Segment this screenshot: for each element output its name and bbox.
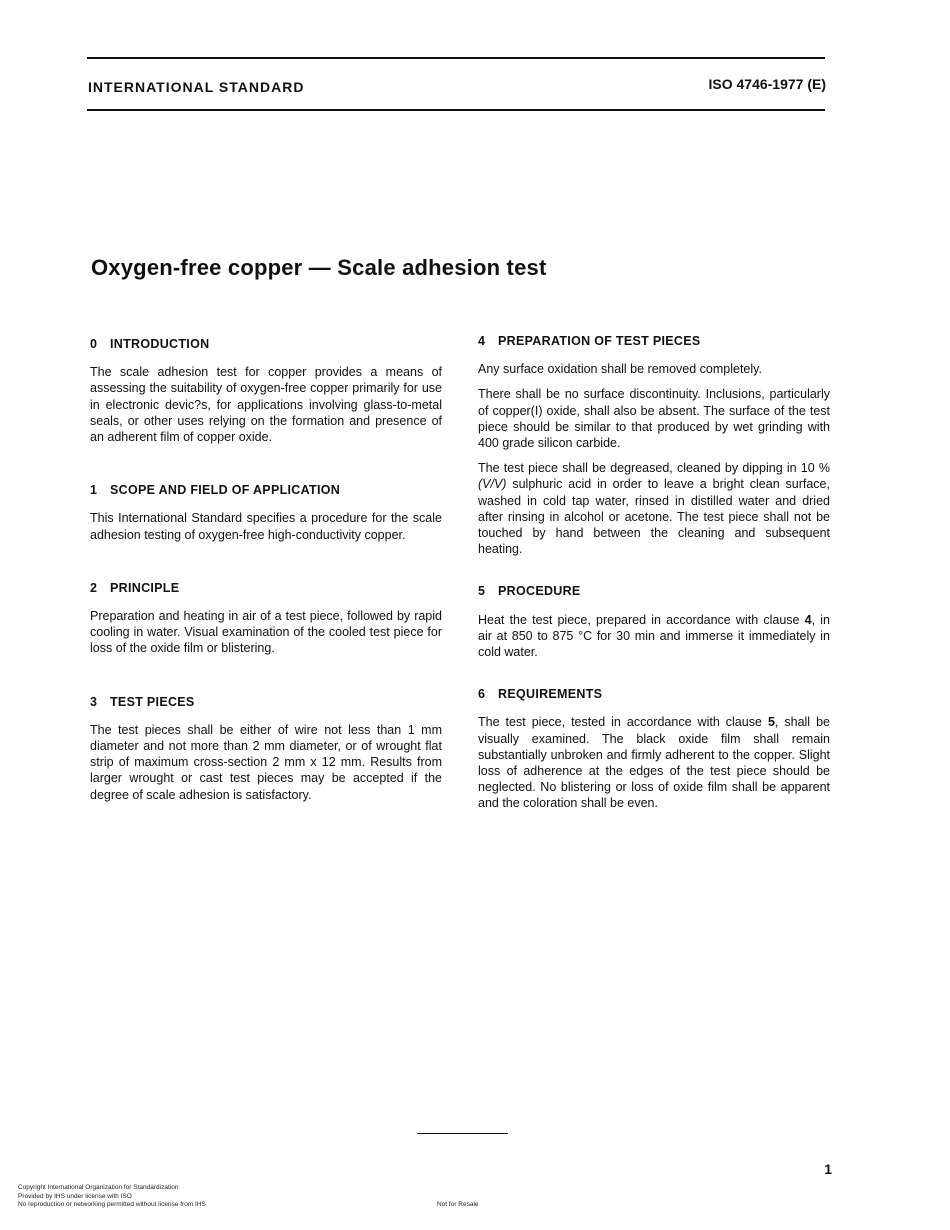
- section-paragraph: The scale adhesion test for copper provides a means of assessing the suitability of oxygen-free copper primarily for use in electronic devic?s, for applications involving glass-to-metal seals, or other uses relying on the formation and presence of an adherent film of copper oxide.: [90, 365, 442, 445]
- section-introduction: [90, 336, 442, 445]
- section-paragraph: Preparation and heating in air of a test piece, followed by rapid cooling in water. Visual examination of the cooled test piece for loss of the oxide film or blistering.: [90, 609, 442, 656]
- section-paragraph: This International Standard specifies a procedure for the scale adhesion testing of oxygen-free high-conductivity copper.: [90, 511, 442, 542]
- section-heading: 6 REQUIREMENTS: [478, 687, 603, 702]
- left-column: [90, 336, 442, 840]
- section-heading: 2 PRINCIPLE: [90, 580, 180, 595]
- section-heading: 1 SCOPE AND FIELD OF APPLICATION: [90, 483, 341, 498]
- section-heading: 4 PREPARATION OF TEST PIECES: [478, 334, 701, 348]
- section-scope: [90, 482, 442, 543]
- footer-rule: [417, 1133, 508, 1134]
- copyright-notice: Copyright International Organization for Standardization Provided by IHS under license with ISO No reproduction or networking permitted without license from IHS: [18, 1184, 206, 1208]
- section-paragraph: The test piece shall be degreased, cleaned by dipping in 10 % (V/V) sulphuric acid in order to leave a bright clean surface, washed in cold tap water, rinsed in distilled water and dried after rinsing in alcohol or acetone. The test piece shall not be touched by hand between the cleaning and subsequent heating.: [478, 461, 830, 557]
- clause-reference: 5: [767, 715, 775, 730]
- section-procedure: [478, 583, 830, 660]
- resale-notice: Not for Resale: [437, 1201, 479, 1208]
- header-document-number: ISO 4746-1977 (E): [708, 76, 826, 92]
- section-preparation: [478, 333, 830, 557]
- section-principle: [90, 580, 442, 657]
- section-paragraph: Any surface oxidation shall be removed completely.: [478, 362, 762, 377]
- header-standard-label: INTERNATIONAL STANDARD: [88, 79, 305, 95]
- section-paragraph: The test piece, tested in accordance with clause 5, shall be visually examined. The black oxide film shall remain substantially unbroken and firmly adherent to the copper. Slight loss of adherence at the edges of the test piece should be neglected. No blistering or loss of oxide film shall be apparent and the coloration shall be even.: [478, 715, 831, 811]
- page-number: 1: [824, 1161, 832, 1177]
- header-bottom-rule: [87, 109, 825, 111]
- section-paragraph: Heat the test piece, prepared in accordance with clause 4, in air at 850 to 875 °C for 30 min and immerse it immediately in cold water.: [478, 612, 830, 660]
- section-heading: 0 INTRODUCTION: [90, 337, 210, 351]
- right-column: [478, 333, 830, 838]
- section-paragraph: There shall be no surface discontinuity. Inclusions, particularly of copper(I) oxide, shall also be absent. The surface of the test piece should be similar to that produced by wet grinding with 400 grade silicon carbide.: [478, 387, 830, 451]
- header-top-rule: [87, 57, 825, 59]
- clause-reference: 4: [804, 612, 812, 627]
- section-heading: 3 TEST PIECES: [90, 694, 195, 709]
- section-test-pieces: [90, 694, 442, 803]
- section-requirements: [478, 686, 830, 811]
- section-paragraph: The test pieces shall be either of wire not less than 1 mm diameter and not more than 2 mm diameter, or of wrought flat strip of maximum cross-section 2 mm x 12 mm. Results from larger wrought or cast test pieces may be accepted if the degree of scale adhesion is satisfactory.: [90, 722, 442, 802]
- document-title: Oxygen-free copper — Scale adhesion test: [91, 255, 547, 280]
- section-heading: 5 PROCEDURE: [478, 584, 581, 599]
